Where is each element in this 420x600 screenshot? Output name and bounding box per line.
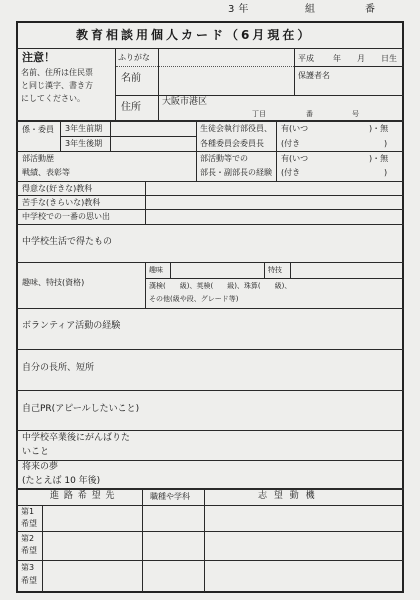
club-label-2: 戦績、表彰等 xyxy=(22,168,70,177)
notice-line-2: と同じ漢字、書き方 xyxy=(21,81,93,90)
birth-day: 日生 xyxy=(381,54,397,63)
committee-close: ) xyxy=(384,139,388,148)
second-term-label: 3年生後期 xyxy=(65,139,103,148)
address-field[interactable] xyxy=(159,96,403,119)
committee-label: 係・委員 xyxy=(22,125,54,134)
notice-heading: 注意！ xyxy=(22,51,55,64)
career-row-1-num: 第1 xyxy=(21,507,35,516)
strengths-label: 自分の長所、短所 xyxy=(22,363,95,373)
volunteer-field[interactable] xyxy=(140,309,403,348)
volunteer-label: ボランティア活動の経験 xyxy=(22,321,121,331)
school-life-field[interactable] xyxy=(140,225,403,261)
career-row-2-hope: 希望 xyxy=(21,546,37,555)
guardian-label: 保護者名 xyxy=(298,71,330,80)
career-row-1-hope: 希望 xyxy=(21,519,37,528)
guardian-field[interactable] xyxy=(295,67,403,95)
good-subject-field[interactable] xyxy=(146,182,403,195)
birth-era: 平成 xyxy=(298,54,314,63)
club-no: )・無 xyxy=(369,154,389,163)
club-close: ) xyxy=(384,168,388,177)
second-term-field[interactable] xyxy=(111,137,195,151)
career-row-1-motive[interactable] xyxy=(205,506,403,530)
goal-label-1: 中学校卒業後にがんばりた xyxy=(22,433,131,443)
number-label: 番 xyxy=(365,4,375,15)
club-label-1: 部活動歴 xyxy=(22,154,54,163)
goal-field[interactable] xyxy=(140,431,403,459)
page-title: 教育相談用個人カード（6月現在） xyxy=(76,28,313,42)
class-label: 組 xyxy=(305,4,315,15)
address-prefix: 大阪市港区 xyxy=(162,97,208,107)
career-row-1-job[interactable] xyxy=(143,506,203,530)
career-row-2-num: 第2 xyxy=(21,534,35,543)
school-life-label: 中学校生活で得たもの xyxy=(22,237,113,247)
memory-field[interactable] xyxy=(146,210,403,223)
club-yes: 有(いつ xyxy=(281,154,309,163)
club-with: (付き xyxy=(281,168,301,177)
hobby-field-label: 趣味 xyxy=(149,266,163,274)
address-ban: 番 xyxy=(306,110,313,118)
kanken-line: 漢検( 級)、英検( 級)、珠算( 級)、 xyxy=(149,282,292,290)
career-row-3-job[interactable] xyxy=(143,561,203,591)
career-col-job: 職種や学科 xyxy=(150,492,190,501)
address-chome: 丁目 xyxy=(252,110,266,118)
hobby-label: 趣味、特技(資格) xyxy=(22,278,85,287)
memory-label: 中学校での一番の思い出 xyxy=(22,212,110,221)
skill-field-label: 特技 xyxy=(268,266,282,274)
club-officer-2: 部長・副部長の経験 xyxy=(200,168,272,177)
self-pr-label: 自己PR(アピールしたいこと) xyxy=(22,404,140,414)
career-row-2-path[interactable] xyxy=(43,532,141,559)
bad-subject-field[interactable] xyxy=(146,196,403,209)
address-label: 住所 xyxy=(121,102,141,113)
dream-label-1: 将来の夢 xyxy=(22,462,59,472)
strengths-field[interactable] xyxy=(140,350,403,389)
notice-line-1: 名前、住所は住民票 xyxy=(21,68,93,77)
first-term-field[interactable] xyxy=(111,121,195,136)
furigana-label: ふりがな xyxy=(118,53,150,62)
career-row-3-hope: 希望 xyxy=(21,576,37,585)
club-field[interactable] xyxy=(62,152,195,180)
goal-label-2: いこと xyxy=(22,447,50,457)
self-pr-field[interactable] xyxy=(140,391,403,429)
skill-field[interactable] xyxy=(291,263,403,277)
name-field[interactable] xyxy=(159,67,294,95)
notice-line-3: にしてください。 xyxy=(21,94,85,103)
career-row-2-job[interactable] xyxy=(143,532,203,559)
committee-with: (付き xyxy=(281,139,301,148)
career-col-motive: 志 望 動 機 xyxy=(258,491,317,501)
committee-chair-label: 各種委員会委員長 xyxy=(200,139,264,148)
career-row-3-motive[interactable] xyxy=(205,561,403,591)
career-row-2-motive[interactable] xyxy=(205,532,403,559)
grade-label: 3年 xyxy=(228,4,253,15)
student-council-label: 生徒会執行部役員、 xyxy=(200,124,272,133)
hobby-field[interactable] xyxy=(171,263,264,277)
career-row-3-path[interactable] xyxy=(43,561,141,591)
committee-yes: 有(いつ xyxy=(281,124,309,133)
first-term-label: 3年生前期 xyxy=(65,124,103,133)
career-col-path: 進 路 希 望 先 xyxy=(50,491,116,501)
bad-subject-label: 苦手な(きらいな)教科 xyxy=(22,198,101,207)
club-officer-1: 部活動等での xyxy=(200,154,248,163)
good-subject-label: 得意な(好きな)教科 xyxy=(22,184,93,193)
dream-field[interactable] xyxy=(140,461,403,488)
career-row-1-path[interactable] xyxy=(43,506,141,530)
birth-year: 年 xyxy=(333,54,341,63)
committee-no: )・無 xyxy=(369,124,389,133)
dream-label-2: (たとえば 10 年後) xyxy=(22,476,101,486)
other-cert-line: その他(級や段、グレード等) xyxy=(149,295,239,303)
birth-month: 月 xyxy=(357,54,365,63)
name-label: 名前 xyxy=(121,73,141,84)
address-go: 号 xyxy=(352,110,359,118)
career-row-3-num: 第3 xyxy=(21,563,35,572)
